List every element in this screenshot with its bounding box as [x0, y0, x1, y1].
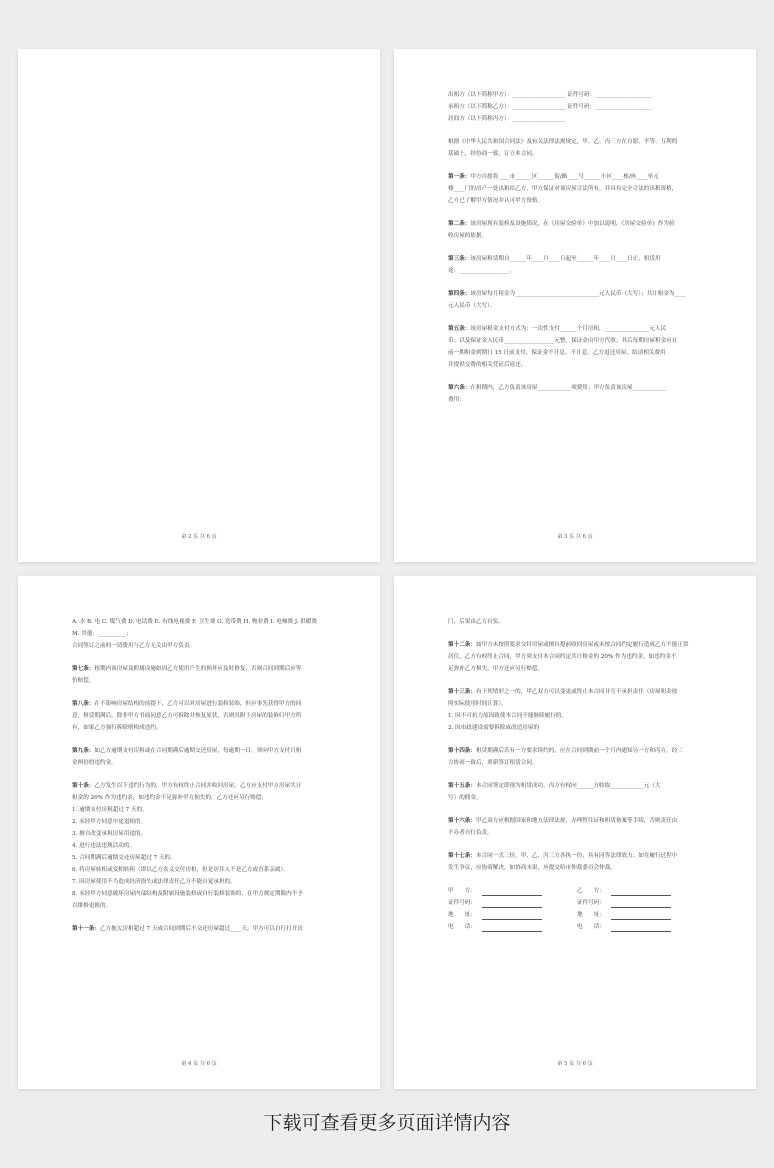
paragraph-gap	[448, 277, 706, 288]
text-line: 照实际使用时间计算）。	[448, 701, 507, 707]
signature-blank	[482, 887, 542, 896]
clause-heading: 第三条：	[448, 256, 471, 262]
text-line: 楼____门的房产一处出租给乙方，甲方保证对该房屋合法所有，并具有完全合法的出租资格，	[448, 186, 678, 192]
paragraph-gap	[448, 160, 706, 171]
paragraph-gap	[72, 734, 330, 745]
text-line	[448, 639, 706, 651]
text-line: 足弥补乙方损失，甲方还应另行赔偿。	[448, 666, 544, 672]
signature-label: 电 话：	[577, 924, 605, 930]
paragraph-gap	[72, 652, 330, 663]
text-line: 并提供交费的相关凭证后返还。	[448, 362, 527, 368]
signature-field	[577, 897, 706, 909]
text-line	[448, 780, 706, 792]
clause-text: 该房屋每月租金为______________________________元人民币（大写）；共计租金为____	[470, 291, 686, 297]
text-line	[448, 253, 706, 265]
text-line	[72, 663, 330, 675]
text-line: 7. 因房屋使用不当造成经济损失或法律责任乙方不能自觉承担的。	[72, 879, 236, 885]
signature-row	[448, 921, 706, 933]
page-footer: 第 2 页 共 6 页	[181, 534, 217, 540]
download-caption: 下载可查看更多页面详情内容	[263, 1112, 511, 1134]
clause-text: 该房屋租赁期自______年____月____日起至______年____月____日止，租赁用	[470, 256, 661, 262]
paragraph-gap	[448, 125, 706, 136]
text-line: 居间方（以下简称丙方）：___________________	[448, 116, 566, 122]
text-line: 6. 将房屋转租或变相转租（即以乙方名义交付房租，但是居住人不是乙方或直系亲属）。	[72, 867, 289, 873]
signature-row	[448, 885, 706, 897]
signature-field	[448, 909, 577, 921]
signature-blank	[611, 923, 671, 932]
paragraph-gap	[448, 804, 706, 815]
clause-text: 该房屋租金支付方式为：一次性支付______个月房租，________________元人民	[470, 326, 667, 332]
clause-text: 该房屋现有装修及设施情况，在《房屋交验单》中加以说明，《房屋交验单》作为验	[470, 221, 675, 227]
clause-text: 租期内该房屋及附属设施如因乙方使用产生的损坏应及时修复，否则合同到期后应等	[94, 666, 302, 672]
signature-blank	[611, 899, 671, 908]
clause-heading: 第八条：	[72, 701, 95, 707]
paragraph-gap	[72, 912, 330, 923]
paragraph-gap	[448, 242, 706, 253]
text-line: 承租方（以下简称乙方）：___________________ 证件号码：____________________	[448, 104, 652, 110]
paragraph-gap	[448, 312, 706, 323]
paragraph-gap	[72, 769, 330, 780]
clause-text: 乙方发生以下违约行为的，甲方有权终止合同并收回房屋，乙方应支付甲方房屋共计	[94, 783, 302, 789]
text-line: 出租方（以下简称甲方）：___________________ 证件号码：____________________	[448, 92, 652, 98]
paragraph-gap	[448, 769, 706, 780]
text-line: 方协商一致后，重新签订租赁合同。	[448, 760, 538, 766]
text-line: 不办者自行负责。	[448, 830, 493, 836]
text-line: 元人民币（大写）。	[448, 303, 496, 309]
clause-heading: 第二条：	[448, 221, 471, 227]
clause-heading: 第十七条：	[448, 853, 476, 859]
text-line	[448, 382, 706, 394]
document-page-5	[394, 576, 756, 1089]
text-line	[448, 850, 706, 862]
text-line	[72, 923, 330, 935]
text-line: 1. 因不可抗力原因致使本合同不能继续履行的。	[448, 713, 567, 719]
text-line	[72, 745, 330, 757]
text-line: 2. 未经甲方同意中途退租的。	[72, 819, 147, 825]
text-line: 8. 未经甲方同意破坏房屋内部结构及附属设施装修或自行装修装饰的，在甲方规定期限内不予	[72, 891, 303, 897]
signature-label: 地 址：	[448, 912, 476, 918]
text-line: 价赔偿。	[72, 678, 95, 684]
page-footer: 第 3 页 共 6 页	[557, 534, 593, 540]
text-line	[448, 288, 706, 300]
clause-text: 本合同一式三份，甲、乙、丙三方各执一份，具有同等法律效力；如在履行过程中	[475, 853, 678, 859]
clause-text: 甲乙双方应根据国家和地方法律法规，办理暂住证和租赁备案等手续，否则责任由	[475, 818, 678, 824]
document-page-2	[18, 49, 380, 562]
paragraph-gap	[448, 839, 706, 850]
page-footer: 第 5 页 共 6 页	[557, 1061, 593, 1067]
paragraph-gap	[448, 371, 706, 382]
signature-label: 证件号码：	[577, 900, 605, 906]
clause-text: 如乙方逾期支付房租或在合同期满后逾期交还房屋，每逾期一日，须向甲方支付日租	[94, 748, 302, 754]
clause-heading: 第四条：	[448, 291, 471, 297]
clause-text: 如甲方未按照要求交付房屋或擅自提前收回房屋或未按合同约定履行造成乙方不能正常	[475, 642, 689, 648]
text-line: 发生争议，应协商解决，如协商未果，应提交哈市仲裁委员会仲裁。	[448, 865, 616, 871]
paragraph-gap	[72, 687, 330, 698]
text-line	[72, 698, 330, 710]
clause-heading: 第一条：	[448, 174, 471, 180]
clause-heading: 第九条：	[72, 748, 95, 754]
page-body	[448, 89, 706, 406]
text-line: 根据《中华人民共和国合同法》及有关法律法规规定，甲、乙、丙三方在自愿、平等、互利的	[448, 139, 678, 145]
text-line	[448, 323, 706, 335]
paragraph-gap	[448, 207, 706, 218]
text-line: 2. 因市政建设需要拆除或改造房屋的	[448, 725, 540, 731]
text-line: A. 水 B. 电 C. 煤气费 D. 电话费 E. 有线电视费 F. 卫生费 G. 宽带费 H. 物业费 I. 电梯费 J. 供暖费	[72, 619, 317, 625]
text-line	[448, 218, 706, 230]
text-line: 4. 进行违法违规活动的。	[72, 843, 136, 849]
clause-text: 在租期内，乙方负责该房屋____________项费用；甲方负责该房屋____________	[470, 385, 667, 391]
clause-heading: 第十二条：	[448, 642, 476, 648]
signature-label: 甲 方：	[448, 888, 476, 894]
signature-blank	[611, 887, 671, 896]
clause-heading: 第五条：	[448, 326, 471, 332]
signature-field	[448, 885, 577, 897]
text-line	[448, 171, 706, 183]
text-line: 1. 逾期支付房租超过 7 天的。	[72, 807, 148, 813]
page-body	[448, 616, 706, 933]
text-line: 途：__________________。	[448, 268, 516, 274]
signature-blank	[482, 923, 542, 932]
clause-text: 甲方自愿将____市______区______街/路____号______小区____栋/座____单元	[470, 174, 659, 180]
signature-label: 证件号码：	[448, 900, 476, 906]
text-line: M. 其他：__________；	[72, 631, 132, 637]
clause-text: 本合同签定即视为租赁成功，丙方有权向______方收取____________元（大	[475, 783, 661, 789]
text-line: 写）的佣金。	[448, 795, 482, 801]
signature-blank	[482, 911, 542, 920]
text-line	[448, 745, 706, 757]
clause-text: 乙方拖欠房租超过 7 天或合同到期后不交还房屋超过____天，甲方可以自行打开房	[99, 926, 303, 932]
text-line: 基础上，经协商一致，订立本合同。	[448, 151, 538, 157]
text-line: 居住，乙方有权终止合同，甲方须支付本合同约定共计租金的 20% 作为违约金，如违约金不	[448, 654, 677, 660]
page-body	[72, 616, 330, 935]
clause-heading: 第六条：	[448, 385, 471, 391]
text-line: 意，租赁期满后，除非甲方书面同意乙方可拆除并恢复原状，否则其附于房屋的装修归甲方所	[72, 713, 302, 719]
text-line: 金两倍的违约金。	[72, 760, 117, 766]
text-line: 合同签订之前的一切费用与乙方无关由甲方负责。	[72, 643, 196, 649]
signature-label: 乙 方：	[577, 888, 605, 894]
text-line	[72, 780, 330, 792]
text-line	[448, 686, 706, 698]
clause-text: 有下列情形之一的，甲乙双方可以变更或终止本合同并互不承担责任（房屋租金按	[475, 689, 678, 695]
text-line: 门，后果由乙方自负。	[448, 619, 504, 625]
clause-text: 在不影响房屋结构的前提下，乙方可以对房屋进行装修装饰，但应事先获得甲方的同	[94, 701, 302, 707]
page-footer: 第 4 页 共 6 页	[181, 1061, 217, 1067]
clause-heading: 第十一条：	[72, 926, 100, 932]
text-line: 收房屋的依据。	[448, 233, 488, 239]
signature-label: 地 址：	[577, 912, 605, 918]
clause-text: 租赁期满后若有一方要求续约的，应在合同到期前一个月内通知另一方和丙方，经三	[475, 748, 683, 754]
text-line: 币；以及保证金人民币__________________元整。保证金由甲方代收；其后每期房屋租金应在	[448, 338, 678, 344]
clause-heading: 第十六条：	[448, 818, 476, 824]
text-line: 有，如果乙方强行拆除则构成违约。	[72, 725, 162, 731]
signature-row	[448, 909, 706, 921]
clause-heading: 第十三条：	[448, 689, 476, 695]
paragraph-gap	[448, 734, 706, 745]
clause-heading: 第十五条：	[448, 783, 476, 789]
text-line: 乙方已了解甲方情况并认可甲方资格。	[448, 198, 544, 204]
document-page-3	[394, 49, 756, 562]
text-line: 3. 擅自改变承租房屋用途的。	[72, 831, 147, 837]
signature-row	[448, 897, 706, 909]
text-line: 租金的 20% 作为违约金，如违约金不足弥补甲方损失的，乙方还应另行赔偿：	[72, 795, 267, 801]
text-line: 费用：	[448, 397, 465, 403]
signature-field	[577, 921, 706, 933]
signature-label: 电 话：	[448, 924, 476, 930]
clause-heading: 第七条：	[72, 666, 95, 672]
document-page-4	[18, 576, 380, 1089]
text-line: 以维修更换的。	[72, 903, 112, 909]
signature-field	[448, 921, 577, 933]
signature-blank	[482, 899, 542, 908]
signature-blank	[611, 911, 671, 920]
text-line: 5. 合同期满后逾期交还房屋超过 7 天的。	[72, 855, 176, 861]
clause-heading: 第十四条：	[448, 748, 476, 754]
signature-field	[577, 909, 706, 921]
paragraph-gap	[448, 675, 706, 686]
text-line	[448, 815, 706, 827]
signature-field	[448, 897, 577, 909]
paragraph-gap	[448, 628, 706, 639]
paragraph-gap	[448, 874, 706, 885]
signature-field	[577, 885, 706, 897]
clause-heading: 第十条：	[72, 783, 95, 789]
text-line: 前一期租金到期日 15 日前支付，保证金不计息，不计息。乙方退还房屋、结清相关费用	[448, 350, 666, 356]
